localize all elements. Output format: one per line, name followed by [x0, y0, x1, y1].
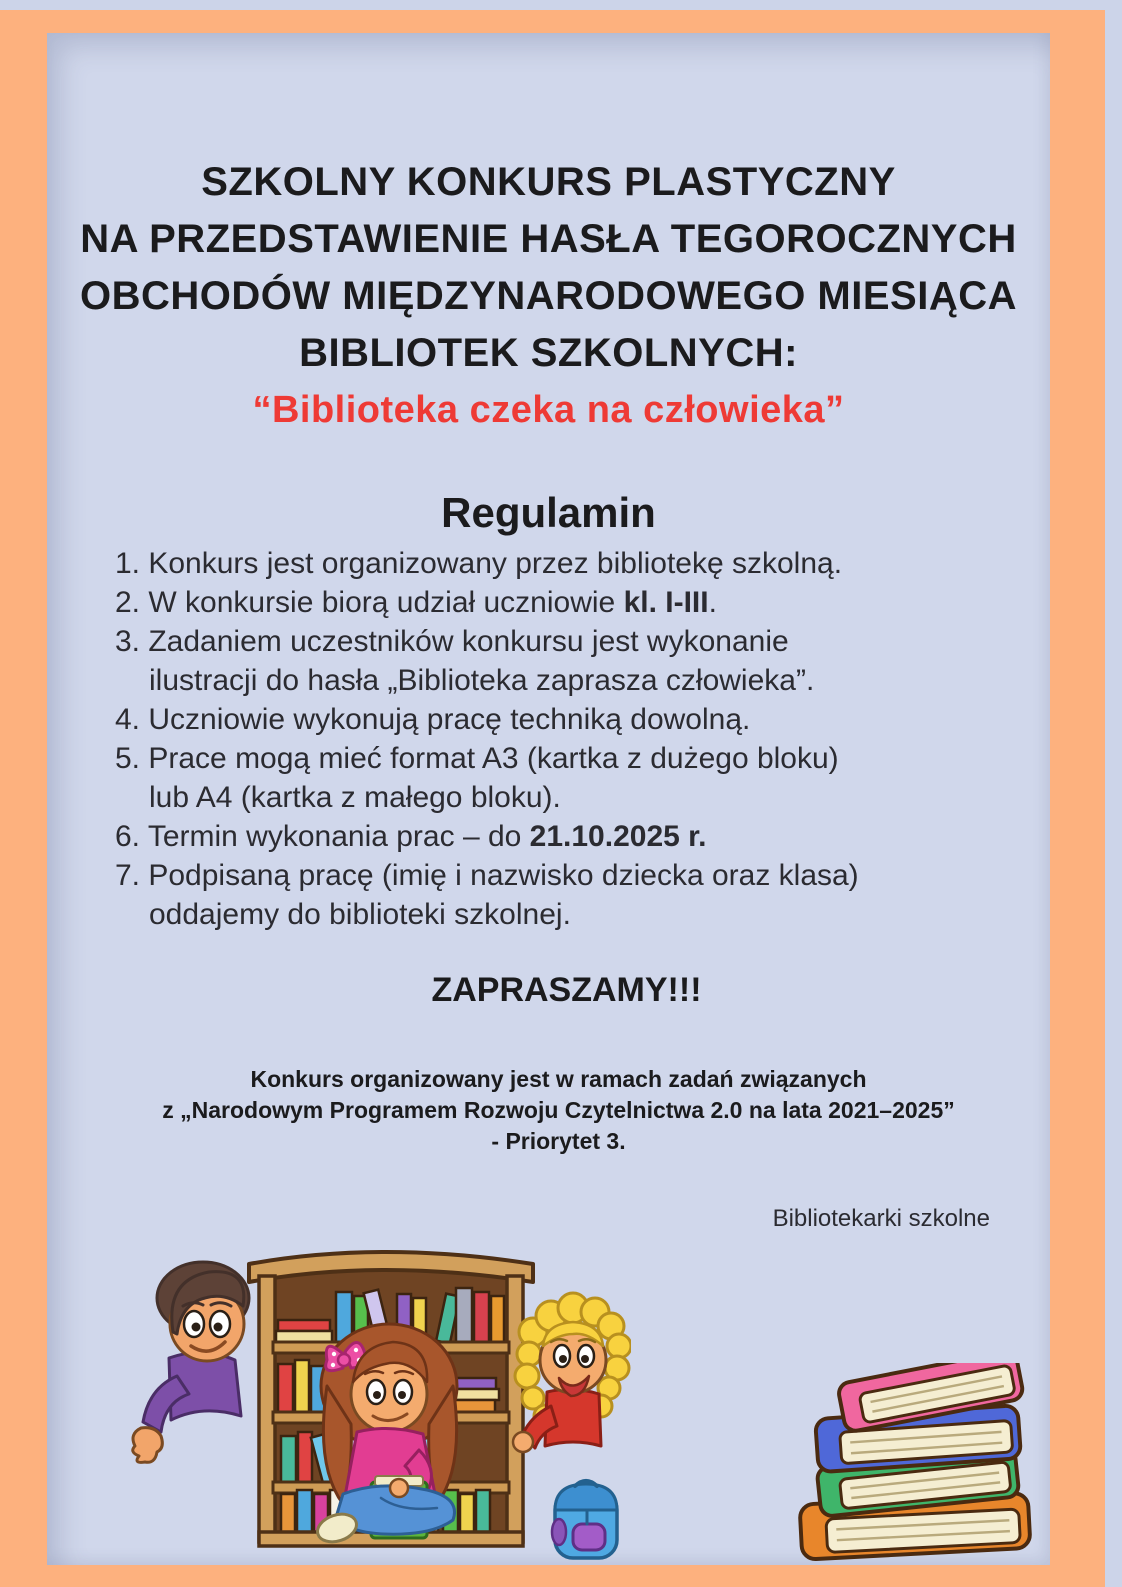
poster-title [47, 154, 1050, 439]
rule-number: 5. [115, 742, 149, 775]
invitation-text: ZAPRASZAMY!!! [431, 971, 702, 1009]
rule-number: 2. [115, 586, 149, 619]
title-line-3: OBCHODÓW MIĘDZYNARODOWEGO MIESIĄCA [80, 274, 1017, 318]
rule-line: 1. Konkurs jest organizowany przez bibliotekę szkolną. [115, 547, 843, 580]
rules-list [115, 544, 1020, 934]
footer-line-3: - Priorytet 3. [491, 1128, 626, 1154]
rule-line: 4. Uczniowie wykonują pracę techniką dowolną. [115, 703, 751, 736]
rule-number: 6. [115, 820, 148, 853]
rule-number: 7. [115, 859, 149, 892]
title-line-4: BIBLIOTEK SZKOLNYCH: [299, 331, 798, 375]
poster-slogan: “Biblioteka czeka na człowieka” [252, 389, 845, 431]
rules-heading: Regulamin [441, 489, 656, 536]
book-stack-illustration [795, 1363, 1051, 1565]
rule-line: 2. W konkursie biorą udział uczniowie kl. I-III. [115, 586, 717, 619]
children-bookshelf-illustration [131, 1236, 631, 1576]
footer-note [57, 1064, 1060, 1157]
rule-number: 4. [115, 703, 149, 736]
signature-text: Bibliotekarki szkolne [772, 1205, 990, 1232]
title-line-1: SZKOLNY KONKURS PLASTYCZNY [201, 160, 896, 204]
rule-line: 3. Zadaniem uczestników konkursu jest wykonanie [115, 625, 789, 658]
rule-line: lub A4 (kartka z małego bloku). [149, 781, 561, 814]
blonde-girl-illustration [513, 1293, 631, 1452]
title-line-2: NA PRZEDSTAWIENIE HASŁA TEGOROCZNYCH [80, 217, 1017, 261]
rule-line: ilustracji do hasła „Biblioteka zaprasza człowieka”. [149, 664, 815, 697]
rule-line: 7. Podpisaną pracę (imię i nazwisko dziecka oraz klasa) [115, 859, 859, 892]
backpack-illustration [552, 1481, 617, 1558]
rule-number: 1. [115, 547, 149, 580]
rule-line: 5. Prace mogą mieć format A3 (kartka z dużego bloku) [115, 742, 839, 775]
footer-line-2: z „Narodowym Programem Rozwoju Czytelnictwa 2.0 na lata 2021–2025” [162, 1097, 955, 1123]
boy-illustration [133, 1262, 249, 1462]
footer-line-1: Konkurs organizowany jest w ramach zadań związanych [250, 1066, 867, 1092]
rule-number: 3. [115, 625, 149, 658]
poster-panel [47, 33, 1050, 1565]
rule-line: oddajemy do biblioteki szkolnej. [149, 898, 571, 931]
rule-line: 6. Termin wykonania prac – do 21.10.2025 r. [115, 820, 707, 853]
